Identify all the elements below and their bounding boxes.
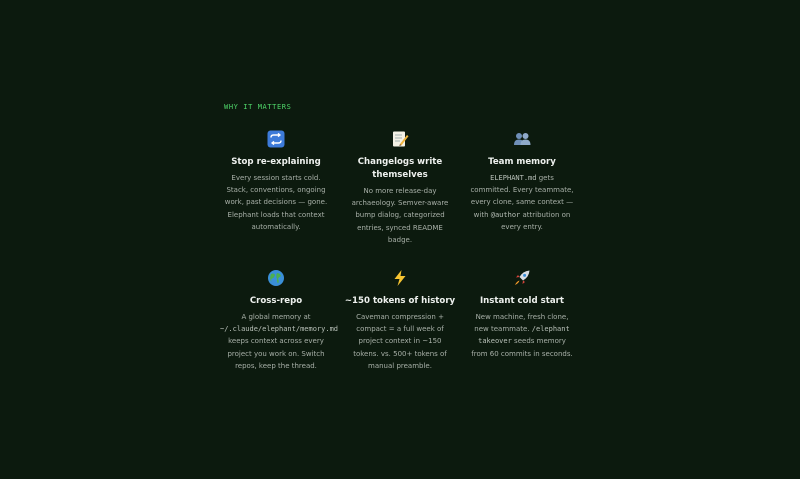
feature-card-instant-cold-start xyxy=(466,269,578,360)
rocket-icon xyxy=(513,269,531,287)
card-title: Stop re-explaining xyxy=(231,157,321,167)
code-filename: ELEPHANT.md xyxy=(490,174,537,182)
card-title: Cross-repo xyxy=(249,296,303,306)
card-body: ELEPHANT.md gets committed. Every teammate, every clone, same context — with @author attribution on every entry. xyxy=(470,174,574,231)
code-memory-path: ~/.claude/elephant/memory.md xyxy=(220,325,339,334)
card-title: Team memory xyxy=(488,157,556,167)
card-body: New machine, fresh clone, new teammate. /elephant takeover seeds memory from 60 commits in seconds. xyxy=(471,313,573,358)
card-title: Changelogs write themselves xyxy=(357,157,443,180)
card-body: Caveman compression + compact = a full week of project context in ~150 tokens. vs. 500+ tokens of manual preamble. xyxy=(353,313,447,370)
card-title: ~150 tokens of history xyxy=(344,296,456,306)
lightning-icon xyxy=(391,269,409,287)
code-author: @author xyxy=(490,210,521,219)
memo-pencil-icon xyxy=(391,130,409,148)
why-it-matters-section xyxy=(220,102,584,370)
card-title: Instant cold start xyxy=(479,296,564,306)
people-icon xyxy=(513,130,531,148)
globe-icon xyxy=(267,269,285,287)
feature-card-team-memory xyxy=(466,130,578,233)
feature-card-tokens xyxy=(344,269,456,372)
feature-card-stop-re-explaining xyxy=(220,130,332,233)
card-body: No more release-day archaeology. Semver-aware bump dialog, categorized entries, synced README badge. xyxy=(351,187,449,244)
repeat-arrows-icon xyxy=(267,130,285,148)
code-command: takeover xyxy=(478,337,512,346)
feature-card-changelogs xyxy=(344,130,456,246)
feature-card-cross-repo xyxy=(220,269,339,372)
card-body: A global memory at ~/.claude/elephant/memory.md keeps context across every project you work on. Switch repos, keep the thread. xyxy=(220,313,339,370)
code-command: /elephant xyxy=(531,325,570,334)
card-body: Every session starts cold. Stack, conventions, ongoing work, past decisions — gone. Elephant loads that context automatically. xyxy=(224,174,328,231)
section-eyebrow: WHY IT MATTERS xyxy=(224,103,292,111)
